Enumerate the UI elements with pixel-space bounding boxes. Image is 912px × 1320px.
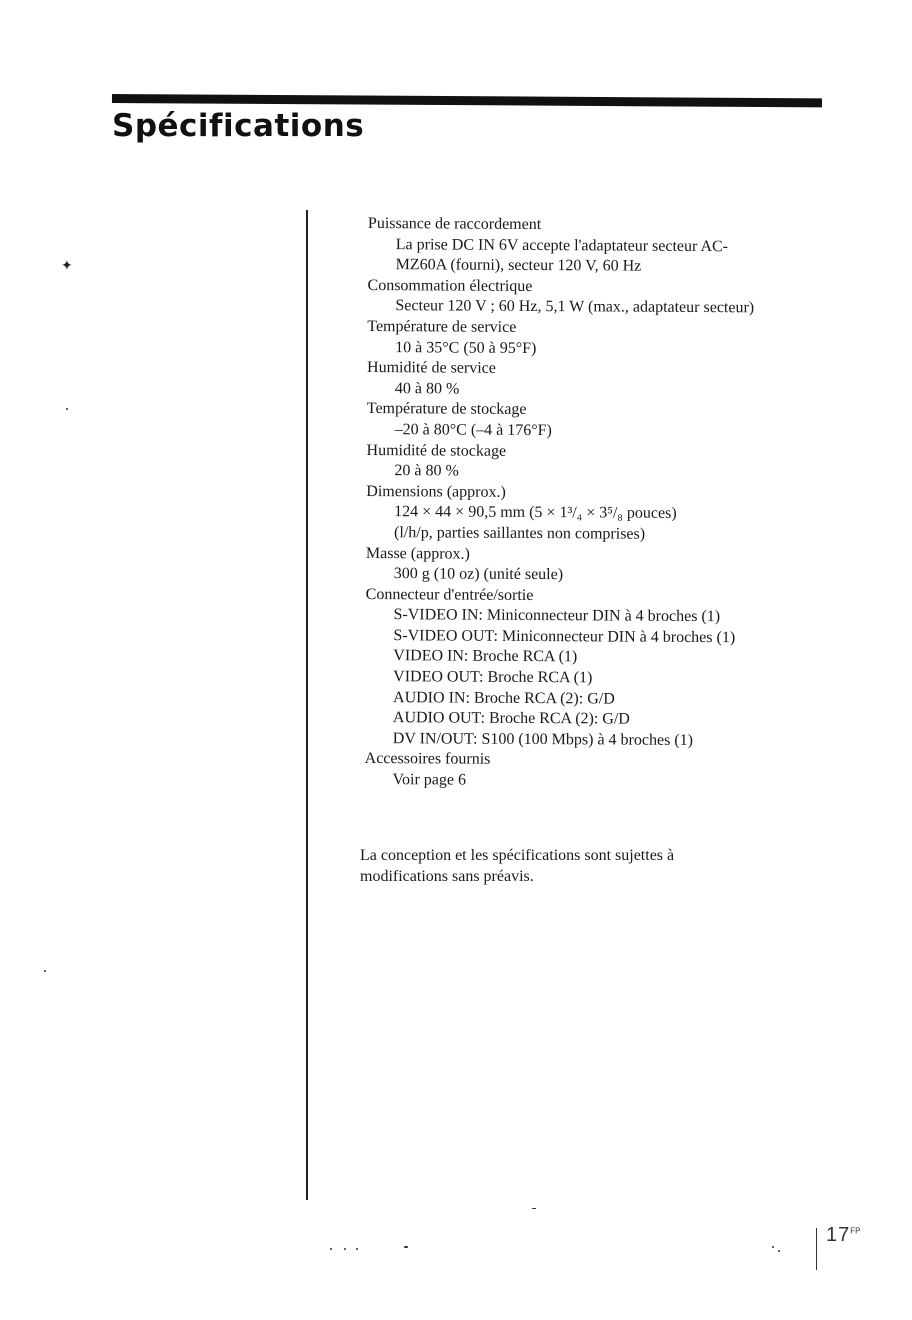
spec-value: VIDEO OUT: Broche RCA (1) <box>393 668 593 687</box>
spec-storage-humidity <box>366 441 886 485</box>
spec-io-connectors <box>365 585 886 753</box>
scan-speck <box>66 408 68 410</box>
spec-accessories <box>364 749 884 793</box>
spec-value: AUDIO OUT: Broche RCA (2): G/D <box>392 709 630 728</box>
spec-power-supply <box>368 214 888 279</box>
specifications-list <box>364 214 888 794</box>
spec-value: –20 à 80°C (–4 à 176°F) <box>394 421 552 440</box>
spec-operating-temperature <box>367 317 887 361</box>
scan-speck <box>772 1246 774 1248</box>
spec-value: 40 à 80 % <box>394 379 460 398</box>
spec-label: Humidité de stockage <box>366 441 507 460</box>
scan-speck <box>356 1248 358 1250</box>
spec-value: AUDIO IN: Broche RCA (2): G/D <box>392 688 615 708</box>
spec-value: MZ60A (fourni), secteur 120 V, 60 Hz <box>395 256 642 275</box>
spec-value: S-VIDEO IN: Miniconnecteur DIN à 4 broches (1) <box>393 606 721 626</box>
spec-value: La prise DC IN 6V accepte l'adaptateur secteur AC- <box>395 235 729 255</box>
spec-value: DV IN/OUT: S100 (100 Mbps) à 4 broches (1) <box>392 730 694 749</box>
spec-label: Dimensions (approx.) <box>366 482 506 501</box>
spec-storage-temperature <box>367 399 887 443</box>
spec-value: 300 g (10 oz) (unité seule) <box>393 565 564 584</box>
scan-speck <box>404 1246 408 1248</box>
spec-label: Puissance de raccordement <box>367 214 542 234</box>
spec-dimensions <box>366 482 886 547</box>
page-number-rule <box>816 1228 817 1270</box>
page-language-suffix: FP <box>850 1226 861 1236</box>
title-rule <box>112 94 822 107</box>
scan-speck <box>330 1248 332 1250</box>
scan-speck <box>44 970 46 972</box>
spec-label: Température de service <box>367 317 517 336</box>
spec-label: Masse (approx.) <box>365 544 470 563</box>
column-divider <box>306 210 308 1200</box>
page-number-value: 17 <box>826 1224 851 1246</box>
spec-value: Secteur 120 V ; 60 Hz, 5,1 W (max., adaptateur secteur) <box>395 297 755 317</box>
note-line: modifications sans préavis. <box>360 867 534 885</box>
scan-speck <box>532 1208 536 1209</box>
note-line: La conception et les spécifications sont sujettes à <box>360 847 675 864</box>
spec-power-consumption <box>367 276 887 320</box>
scan-speck <box>344 1248 346 1250</box>
scan-speck <box>778 1250 780 1252</box>
spec-label: Humidité de service <box>367 359 496 377</box>
spec-value: 20 à 80 % <box>394 462 459 480</box>
page-title: Spécifications <box>112 108 365 144</box>
spec-label: Température de stockage <box>366 400 527 419</box>
margin-mark-icon: ✦ <box>61 258 73 274</box>
spec-label: Accessoires fournis <box>364 750 491 769</box>
spec-mass <box>366 543 886 587</box>
spec-value: S-VIDEO OUT: Miniconnecteur DIN à 4 broches (1) <box>393 627 736 647</box>
spec-value: Voir page 6 <box>392 771 467 789</box>
spec-value: VIDEO IN: Broche RCA (1) <box>393 647 578 666</box>
spec-value: 124 × 44 × 90,5 mm (5 × 1³/₄ × 3⁵/₈ pouces) <box>394 503 677 523</box>
spec-operating-humidity <box>367 358 887 402</box>
spec-label: Consommation électrique <box>367 276 533 295</box>
spec-value: (l/h/p, parties saillantes non comprises) <box>394 524 646 543</box>
design-change-note <box>360 846 780 887</box>
spec-value: 10 à 35°C (50 à 95°F) <box>395 338 537 357</box>
page-number <box>826 1224 860 1247</box>
spec-label: Connecteur d'entrée/sortie <box>365 585 534 604</box>
